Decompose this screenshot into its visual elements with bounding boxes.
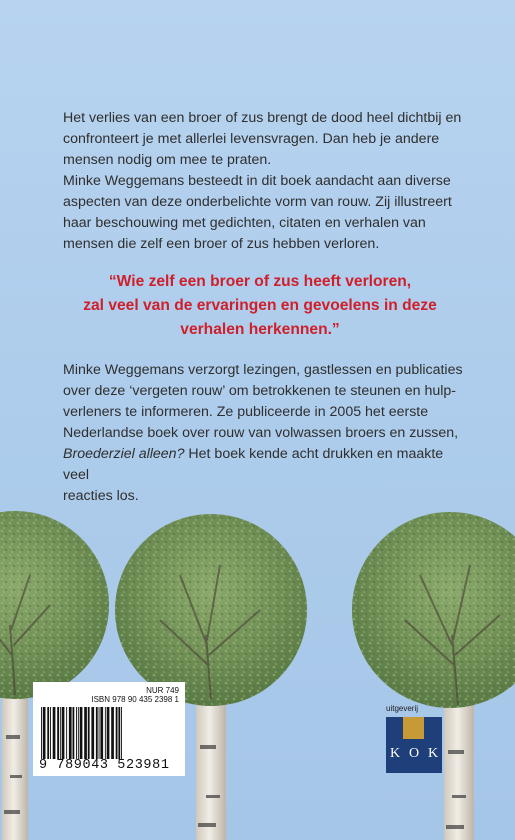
logo-letter-k2: K xyxy=(427,746,439,761)
intro-line: Minke Weggemans besteedt in dit boek aandacht aan diverse xyxy=(63,173,451,189)
intro-text xyxy=(63,108,465,255)
barcode-bar xyxy=(111,707,114,759)
tree-illustration xyxy=(0,505,515,840)
barcode-bar xyxy=(105,707,106,759)
barcode-bar xyxy=(84,707,87,759)
logo-gold-block xyxy=(403,717,424,739)
barcode-bar xyxy=(50,707,51,759)
isbn-number: ISBN 978 90 435 2398 1 xyxy=(91,695,179,704)
barcode-bar xyxy=(116,707,118,759)
barcode-bar xyxy=(76,707,77,759)
barcode-bar xyxy=(60,707,61,759)
barcode-bar xyxy=(107,707,110,759)
barcode-bar xyxy=(91,707,94,759)
quote-line: zal veel van de ervaringen en gevoelens in deze xyxy=(83,297,437,314)
bio-line: verleners te informeren. Ze publiceerde in 2005 het eerste xyxy=(63,404,429,420)
tree-middle xyxy=(115,514,307,840)
barcode-bar xyxy=(47,707,49,759)
book-title-italic: Broederziel alleen? xyxy=(63,446,185,462)
barcode-bar xyxy=(99,707,100,759)
tree-right xyxy=(352,512,515,840)
kok-publisher-logo xyxy=(386,717,442,773)
bio-line: reacties los. xyxy=(63,488,139,504)
author-bio-text xyxy=(63,360,465,507)
intro-line: mensen die zelf een broer of zus hebben verloren. xyxy=(63,236,380,252)
bio-line-rest: Het boek kende acht drukken en maakte veel xyxy=(63,446,444,483)
barcode-bar xyxy=(57,707,59,759)
barcode-bar xyxy=(88,707,90,759)
logo-letter-k1: K xyxy=(389,746,401,761)
barcode-bar xyxy=(100,707,103,759)
barcode-bars xyxy=(39,707,179,759)
publisher-label: uitgeverij xyxy=(386,704,419,713)
bio-line: Minke Weggemans verzorgt lezingen, gastlessen en publicaties xyxy=(63,362,463,378)
intro-line: confronteert je met allerlei levensvragen. Dan heb je andere xyxy=(63,131,440,147)
barcode-bar xyxy=(118,707,120,759)
barcode-bar xyxy=(121,707,122,759)
barcode-bar xyxy=(62,707,65,759)
tree-left xyxy=(0,511,109,840)
intro-line: haar beschouwing met gedichten, citaten en verhalen van xyxy=(63,215,426,231)
bio-line xyxy=(63,444,465,486)
bio-line: over deze ‘vergeten rouw’ om betrokkenen te steunen en hulp- xyxy=(63,383,457,399)
barcode-label xyxy=(33,682,185,776)
barcode-bar xyxy=(80,707,83,759)
quote-line: verhalen herkennen.” xyxy=(180,321,340,338)
barcode-bar xyxy=(41,707,42,759)
nur-code: NUR 749 xyxy=(146,686,179,695)
intro-line: aspecten van deze onderbelichte vorm van rouw. Zij illustreert xyxy=(63,194,452,210)
barcode-bar xyxy=(96,707,98,759)
intro-line: Het verlies van een broer of zus brengt de dood heel dichtbij en xyxy=(63,110,462,126)
barcode-bar xyxy=(53,707,56,759)
bio-line: Nederlandse boek over rouw van volwassen broers en zussen, xyxy=(63,425,459,441)
highlight-quote xyxy=(40,270,480,342)
quote-line: “Wie zelf een broer of zus heeft verloren, xyxy=(108,273,412,290)
barcode-bar xyxy=(43,707,46,759)
intro-line: mensen nodig om mee te praten. xyxy=(63,152,272,168)
barcode-bar xyxy=(73,707,75,759)
barcode-bar xyxy=(66,707,67,759)
barcode-number: 9 789043 523981 xyxy=(39,758,170,773)
barcode-bar xyxy=(69,707,72,759)
barcode-bar xyxy=(78,707,79,759)
logo-letter-o: O xyxy=(408,746,420,761)
